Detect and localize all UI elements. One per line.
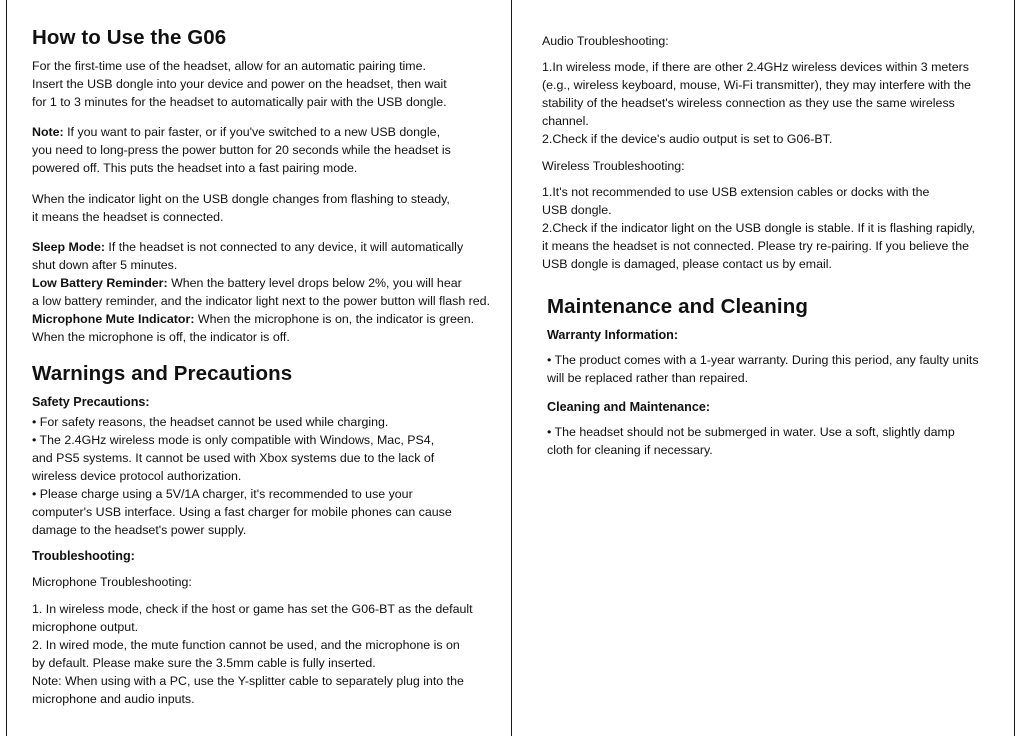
mic-troubleshooting-heading: Microphone Troubleshooting: xyxy=(32,575,192,589)
sleep-mode-line: If the headset is not connected to any device, it will automatically xyxy=(104,240,464,254)
indicator-line: it means the headset is connected. xyxy=(32,210,224,224)
cleaning-heading: Cleaning and Maintenance: xyxy=(547,400,711,414)
pairing-paragraph xyxy=(32,57,504,111)
maintenance-title: Maintenance and Cleaning xyxy=(547,295,808,318)
wireless-troubleshooting-line: 1.It's not recommended to use USB extension cables or docks with the xyxy=(542,185,930,199)
mic-troubleshooting-line: microphone output. xyxy=(32,620,139,634)
cleaning-paragraph xyxy=(547,423,1004,459)
mic-troubleshooting-line: by default. Please make sure the 3.5mm cable is fully inserted. xyxy=(32,656,376,670)
safety-line: computer's USB interface. Using a fast charger for mobile phones can cause xyxy=(32,505,452,519)
warranty-line: will be replaced rather than repaired. xyxy=(547,371,749,385)
mic-troubleshooting-line: 1. In wireless mode, check if the host or game has set the G06-BT as the default xyxy=(32,602,473,616)
safety-heading: Safety Precautions: xyxy=(32,395,150,409)
indicator-line: When the indicator light on the USB dongle changes from flashing to steady, xyxy=(32,192,450,206)
safety-line: wireless device protocol authorization. xyxy=(32,469,242,483)
indicator-paragraph xyxy=(32,190,504,226)
safety-line: • Please charge using a 5V/1A charger, it's recommended to use your xyxy=(32,487,413,501)
sleep-mode-line: shut down after 5 minutes. xyxy=(32,258,178,272)
note-line: If you want to pair faster, or if you've switched to a new USB dongle, xyxy=(63,125,441,139)
safety-line: damage to the headset's power supply. xyxy=(32,523,247,537)
safety-line: and PS5 systems. It cannot be used with Xbox systems due to the lack of xyxy=(32,451,435,465)
sleep-mode-paragraph xyxy=(32,238,504,274)
mic-troubleshooting-line: Note: When using with a PC, use the Y-splitter cable to separately plug into the xyxy=(32,674,464,688)
cleaning-line: cloth for cleaning if necessary. xyxy=(547,443,713,457)
right-column xyxy=(542,32,1004,459)
audio-troubleshooting-line: channel. xyxy=(542,114,589,128)
right-page xyxy=(511,0,1015,736)
wireless-troubleshooting-line: USB dongle. xyxy=(542,203,612,217)
warranty-line: • The product comes with a 1-year warranty. During this period, any faulty units xyxy=(547,353,979,367)
mic-troubleshooting-line: 2. In wired mode, the mute function cannot be used, and the microphone is on xyxy=(32,638,460,652)
note-paragraph xyxy=(32,123,504,177)
safety-line: • For safety reasons, the headset cannot be used while charging. xyxy=(32,415,389,429)
mute-indicator-line: When the microphone is on, the indicator is green. xyxy=(194,312,475,326)
warranty-heading: Warranty Information: xyxy=(547,328,679,342)
mic-troubleshooting-paragraph xyxy=(32,600,504,708)
maintenance-section xyxy=(547,326,1004,459)
audio-troubleshooting-paragraph xyxy=(542,58,1004,148)
low-battery-paragraph xyxy=(32,274,504,310)
audio-troubleshooting-line: (e.g., wireless keyboard, mouse, Wi-Fi transmitter), they may interfere with the xyxy=(542,78,971,92)
audio-troubleshooting-line: stability of the headset's wireless connection as they use the same wireless xyxy=(542,96,955,110)
warranty-paragraph xyxy=(547,351,1004,387)
note-line: you need to long-press the power button for 20 seconds while the headset is xyxy=(32,143,451,157)
wireless-troubleshooting-line: USB dongle is damaged, please contact us by email. xyxy=(542,257,832,271)
low-battery-line: a low battery reminder, and the indicator light next to the power button will flash red. xyxy=(32,294,491,308)
audio-troubleshooting-heading: Audio Troubleshooting: xyxy=(542,34,669,48)
sleep-mode-label: Sleep Mode: xyxy=(32,240,105,254)
safety-line: • The 2.4GHz wireless mode is only compatible with Windows, Mac, PS4, xyxy=(32,433,435,447)
left-page xyxy=(6,0,511,736)
wireless-troubleshooting-line: it means the headset is not connected. Please try re-pairing. If you believe the xyxy=(542,239,970,253)
note-label: Note: xyxy=(32,125,64,139)
mic-troubleshooting-line: microphone and audio inputs. xyxy=(32,692,195,706)
pairing-line: for 1 to 3 minutes for the headset to automatically pair with the USB dongle. xyxy=(32,95,447,109)
mute-indicator-label: Microphone Mute Indicator: xyxy=(32,312,195,326)
how-to-use-title: How to Use the G06 xyxy=(32,26,227,49)
pairing-line: Insert the USB dongle into your device and power on the headset, then wait xyxy=(32,77,447,91)
warnings-title: Warnings and Precautions xyxy=(32,362,293,385)
wireless-troubleshooting-paragraph xyxy=(542,183,1004,273)
cleaning-line: • The headset should not be submerged in water. Use a soft, slightly damp xyxy=(547,425,955,439)
wireless-troubleshooting-heading: Wireless Troubleshooting: xyxy=(542,159,685,173)
mute-indicator-line: When the microphone is off, the indicator is off. xyxy=(32,330,290,344)
mute-indicator-paragraph xyxy=(32,310,504,346)
audio-troubleshooting-line: 2.Check if the device's audio output is set to G06-BT. xyxy=(542,132,833,146)
note-line: powered off. This puts the headset into a fast pairing mode. xyxy=(32,161,358,175)
wireless-troubleshooting-line: 2.Check if the indicator light on the USB dongle is stable. If it is flashing rapidly, xyxy=(542,221,975,235)
low-battery-label: Low Battery Reminder: xyxy=(32,276,168,290)
audio-troubleshooting-line: 1.In wireless mode, if there are other 2.4GHz wireless devices within 3 meters xyxy=(542,60,969,74)
troubleshooting-heading: Troubleshooting: xyxy=(32,549,135,563)
left-column xyxy=(32,24,504,708)
safety-paragraph xyxy=(32,413,504,539)
pairing-line: For the first-time use of the headset, allow for an automatic pairing time. xyxy=(32,59,426,73)
low-battery-line: When the battery level drops below 2%, you will hear xyxy=(167,276,462,290)
